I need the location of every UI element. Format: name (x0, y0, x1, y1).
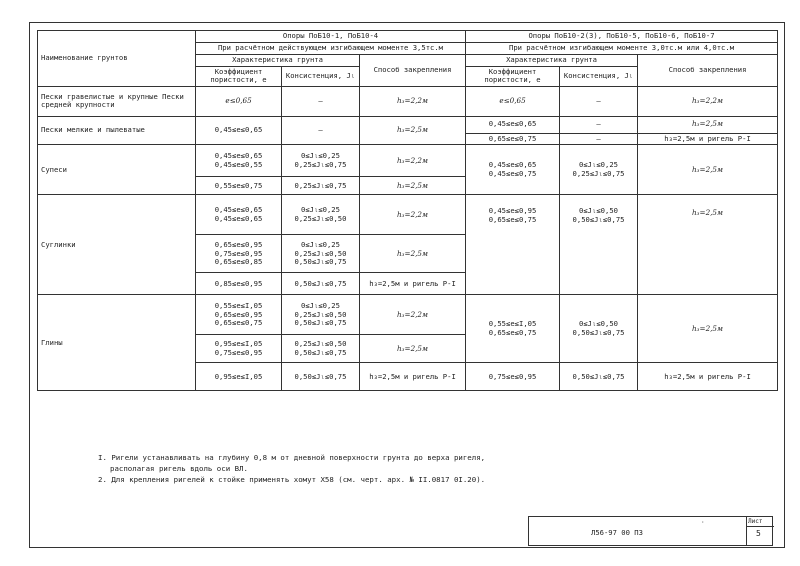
cell-consistency: 0≤Jₗ≤0,25 0,25≤Jₗ≤0,75 (560, 145, 638, 195)
header-soil-char-left: Характеристика грунта (196, 54, 360, 66)
cell-fixing: h₃=2,5м (360, 235, 466, 273)
cell-consistency: 0,25≤Jₗ≤0,50 0,50≤Jₗ≤0,75 (282, 335, 360, 363)
note-2: 2. Для крепления ригелей к стойке применять хомут Х58 (см. черт. арх. № II.0817 0I.20). (98, 475, 486, 484)
row-name-gravel: Пески гравелистые и крупные Пески средней крупности (38, 86, 196, 116)
cell-consistency: – (560, 116, 638, 133)
note-1-cont: располагая ригель вдоль оси ВЛ. (110, 464, 248, 473)
cell-coef: 0,65≤e≤0,95 0,75≤e≤0,95 0,65≤e≤0,85 (196, 235, 282, 273)
cell-fixing: h₃=2,5м и ригель Р-I (638, 133, 778, 145)
cell-coef: 0,55≤e≤I,05 0,65≤e≤0,95 0,65≤e≤0,75 (196, 295, 282, 335)
cell-fixing: h₃=2,5м (360, 335, 466, 363)
cell-consistency: 0,50≤Jₗ≤0,75 (560, 363, 638, 391)
row-name-loam: Суглинки (38, 195, 196, 295)
cell-coef: 0,45≤e≤0,95 0,65≤e≤0,75 (466, 195, 560, 295)
cell-consistency: 0,25≤Jₗ≤0,75 (282, 177, 360, 195)
cell-coef: e≤0,65 (466, 86, 560, 116)
header-soil-char-right: Характеристика грунта (466, 54, 638, 66)
cell-consistency: 0≤Jₗ≤0,25 0,25≤Jₗ≤0,75 (282, 145, 360, 177)
cell-fixing: h₃=2,5м (638, 116, 778, 133)
cell-fixing: h₃=2,2м (638, 86, 778, 116)
sheet-label: Лист (748, 518, 763, 525)
cell-fixing: h₃=2,2м (360, 295, 466, 335)
notes (98, 452, 485, 485)
cell-fixing: h₃=2,5м (360, 116, 466, 145)
cell-coef: 0,95≤e≤I,05 0,75≤e≤0,95 (196, 335, 282, 363)
cell-fixing: h₃=2,2м (360, 86, 466, 116)
cell-fixing: h₃=2,5м и ригель Р-I (360, 273, 466, 295)
cell-consistency: – (282, 86, 360, 116)
cell-coef: 0,55≤e≤0,75 (196, 177, 282, 195)
sheet-divider (747, 526, 774, 527)
cell-fixing: h₃=2,5м и ригель Р-I (638, 363, 778, 391)
cell-fixing: h₃=2,5м и ригель Р-I (360, 363, 466, 391)
cell-coef: 0,75≤e≤0,95 (466, 363, 560, 391)
cell-consistency: 0≤Jₗ≤0,25 0,25≤Jₗ≤0,50 0,50≤Jₗ≤0,75 (282, 235, 360, 273)
document-code: Л56-97 00 ПЗ (591, 528, 643, 537)
cell-fixing: h₃=2,2м (360, 145, 466, 177)
cell-consistency: 0≤Jₗ≤0,25 0,25≤Jₗ≤0,50 (282, 195, 360, 235)
header-coef-right: Коэффициент пористости, e (466, 66, 560, 86)
header-moment-left: При расчётном действующем изгибающем моменте 3,5тс.м (196, 42, 466, 54)
cell-coef: 0,45≤e≤0,65 0,45≤e≤0,65 (196, 195, 282, 235)
cell-consistency: – (282, 116, 360, 145)
cell-coef: 0,65≤e≤0,75 (466, 133, 560, 145)
header-soil-name: Наименование грунтов (38, 31, 196, 87)
cell-coef: 0,45≤e≤0,65 (196, 116, 282, 145)
sheet-box (746, 517, 774, 545)
cell-fixing: h₃=2,5м (638, 195, 778, 295)
note-1: I. Ригели устанавливать на глубину 0,8 м от дневной поверхности грунта до верха ригеля, (98, 453, 486, 462)
cell-fixing: h₃=2,5м (638, 295, 778, 363)
row-name-fine: Пески мелкие и пылеватые (38, 116, 196, 145)
cell-consistency: – (560, 86, 638, 116)
cell-coef: 0,45≤e≤0,65 (466, 116, 560, 133)
cell-coef: e≤0,65 (196, 86, 282, 116)
cell-coef: 0,95≤e≤I,05 (196, 363, 282, 391)
cell-consistency: 0,50≤Jₗ≤0,75 (282, 273, 360, 295)
soil-fixing-table (37, 30, 778, 391)
header-fixing-right: Способ закрепления (638, 54, 778, 86)
cell-consistency: 0≤Jₗ≤0,25 0,25≤Jₗ≤0,50 0,50≤Jₗ≤0,75 (282, 295, 360, 335)
cell-fixing: h₃=2,5м (360, 177, 466, 195)
cell-consistency: 0≤Jₗ≤0,50 0,50≤Jₗ≤0,75 (560, 295, 638, 363)
header-supports-left: Опоры ПоБ10-1, ПоБ10-4 (196, 31, 466, 43)
cell-coef: 0,45≤e≤0,65 0,45≤e≤0,75 (466, 145, 560, 195)
cell-coef: 0,55≤e≤I,05 0,65≤e≤0,75 (466, 295, 560, 363)
cell-consistency: 0,50≤Jₗ≤0,75 (282, 363, 360, 391)
cell-fixing: h₃=2,5м (638, 145, 778, 195)
header-moment-right: При расчётном изгибающем моменте 3,0тс.м или 4,0тс.м (466, 42, 778, 54)
cell-fixing: h₃=2,2м (360, 195, 466, 235)
title-block (528, 516, 773, 546)
header-consistency-right: Консистенция, Jₗ (560, 66, 638, 86)
row-name-clay: Глины (38, 295, 196, 391)
header-fixing-left: Способ закрепления (360, 54, 466, 86)
cell-consistency: 0≤Jₗ≤0,50 0,50≤Jₗ≤0,75 (560, 195, 638, 295)
sheet-number: 5 (756, 529, 761, 538)
header-consistency-left: Консистенция, Jₗ (282, 66, 360, 86)
header-supports-right: Опоры ПоБ10-2(3), ПоБ10-5, ПоБ10-6, ПоБ10-7 (466, 31, 778, 43)
row-name-sandy-loam: Супеси (38, 145, 196, 195)
header-coef-left: Коэффициент пористости, e (196, 66, 282, 86)
cell-consistency: – (560, 133, 638, 145)
dot-mark: · (701, 519, 705, 526)
cell-coef: 0,85≤e≤0,95 (196, 273, 282, 295)
cell-coef: 0,45≤e≤0,65 0,45≤e≤0,55 (196, 145, 282, 177)
